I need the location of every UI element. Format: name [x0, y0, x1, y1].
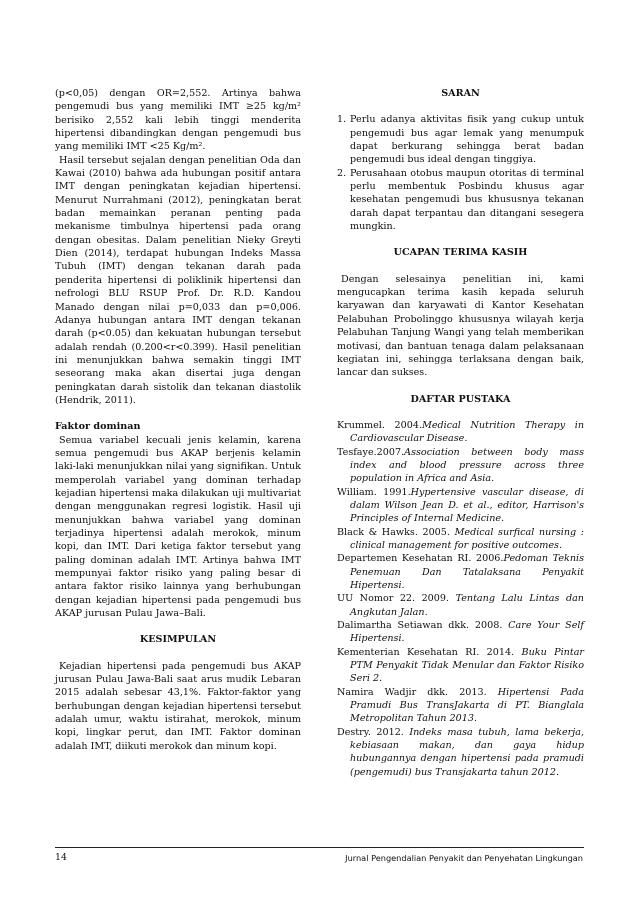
reference-item: UU Nomor 22. 2009. Tentang Lalu Lintas dan Angkutan Jalan.: [337, 593, 584, 618]
saran-item: 2. Perusahaan otobus maupun otoritas di terminal perlu membentuk Posbindu khusus agar kesehatan pengemudi bus khususnya tekanan darah dapat terpantau dan ditangani sesegera mungkin.: [337, 167, 584, 233]
reference-list: [337, 419, 584, 779]
reference-item: Krummel. 2004.Medical Nutrition Therapy in Cardiovascular Disease.: [337, 419, 585, 445]
reference-item: Tesfaye.2007.Association between body mass index and blood pressure across three population in Africa and Asia.: [337, 446, 584, 485]
paragraph-or-result: (p<0,05) dengan OR=2,552. Artinya bahwa pengemudi bus yang memiliki IMT ≥25 kg/m² berisiko 2,552 kali lebih tinggi menderita hipertensi dibandingkan dengan pengemudi bus yang memiliki IMT <25 Kg/m².: [55, 88, 301, 153]
paragraph-kesimpulan: Kejadian hipertensi pada pengemudi bus AKAP jurusan Pulau Jawa-Bali saat arus mudik Lebaran 2015 adalah sebesar 43,1%. Faktor-faktor yang berhubungan dengan kejadian hipertensi tersebut adalah umur, waktu istirahat, merokok, minum kopi, lingkar perut, dan IMT. Faktor dominan adalah IMT, diikuti merokok dan minum kopi.: [55, 660, 301, 752]
reference-item: Departemen Kesehatan RI. 2006.Pedoman Teknis Penemuan Dan Tatalaksana Penyakit Hipertensi.: [337, 553, 584, 591]
page-number: 14: [55, 852, 67, 863]
left-column: [55, 87, 301, 753]
reference-item: Black & Hawks. 2005. Medical surfical nursing : clinical management for positive outcomes.: [337, 526, 584, 551]
footer-divider: [55, 847, 584, 848]
section-title-ucapan: UCAPAN TERIMA KASIH: [393, 247, 528, 259]
right-column: [337, 87, 584, 779]
section-title-faktor-dominan: Faktor dominan: [55, 421, 141, 433]
reference-item: Kementerian Kesehatan RI. 2014. Buku Pintar PTM Penyakit Tidak Menular dan Faktor Risiko Seri 2.: [337, 646, 584, 685]
reference-item: Destry. 2012. Indeks masa tubuh, lama bekerja, kebiasaan makan, dan gaya hidup hubungannya dengan hipertensi pada pramudi (pengemudi) bus Transjakarta tahun 2012.: [337, 726, 584, 778]
paragraph-faktor-dominan: Semua variabel kecuali jenis kelamin, karena semua pengemudi bus AKAP berjenis kelamin laki-laki menunjukkan nilai yang signifikan. Untuk memperolah variabel yang dominan terhadap kejadian hipertensi maka dilakukan uji multivariat dengan menggunakan regresi logistik. Hasil uji menunjukkan bahwa variabel yang dominan terjadinya hipertensi adalah merokok, minum kopi, dan IMT. Dari ketiga faktor tersebut yang paling dominan adalah IMT. Artinya bahwa IMT mempunyai faktor risiko yang paling besar di antara faktor risiko lainnya yang berhubungan dengan kejadian hipertensi pada pengemudi bus AKAP jurusan Pulau Jawa–Bali.: [55, 434, 301, 620]
paragraph-discussion: Hasil tersebut sejalan dengan penelitian Oda dan Kawai (2010) bahwa ada hubungan positif antara IMT dengan peningkatan kejadian hipertensi. Menurut Nurrahmani (2012), peningkatan berat badan memainkan peranan penting pada mekanisme timbulnya hipertensi pada orang dengan obesitas. Dalam penelitian Nieky Greyti Dien (2014), terdapat hubungan Indeks Massa Tubuh (IMT) dengan tekanan darah pada penderita hipertensi di poliklinik hipertensi dan nefrologi BLU RSUP Prof. Dr. R.D. Kandou Manado dengan nilai p=0,033 dan p=0,006. Adanya hubungan antara IMT dengan tekanan darah (p<0.05) dan kekuatan hubungan tersebut adalah rendah (0.200<r<0.399). Hasil penelitian ini menunjukkan bahwa semakin tinggi IMT seseorang maka akan disertai juga dengan peningkatan darah sistolik dan tekanan diastolik (Hendrik, 2011).: [55, 154, 301, 406]
section-title-daftar-pustaka: DAFTAR PUSTAKA: [410, 393, 511, 405]
section-title-kesimpulan: KESIMPULAN: [139, 634, 217, 646]
saran-item: 1. Perlu adanya aktivitas fisik yang cukup untuk pengemudi bus agar lemak yang menumpuk dapat berkurang sehingga berat badan pengemudi bus ideal dengan tinggiya.: [337, 114, 584, 166]
reference-item: Namira Wadjir dkk. 2013. Hipertensi Pada Pramudi Bus TransJakarta di PT. Bianglala Metropolitan Tahun 2013.: [337, 686, 584, 725]
saran-list: [337, 113, 584, 233]
paragraph-ucapan: Dengan selesainya penelitian ini, kami mengucapkan terima kasih kepada seluruh karyawan dan karyawati di Kantor Kesehatan Pelabuhan Probolinggo khususnya wilayah kerja Pelabuhan Tanjung Wangi yang telah memberikan motivasi, dan bantuan tenaga dalam pelaksanaan kegiatan ini, sehingga terlaksana dengan baik, lancar dan sukses.: [337, 273, 584, 379]
section-title-saran: SARAN: [441, 88, 480, 99]
journal-name: Jurnal Pengendalian Penyakit dan Penyehatan Lingkungan: [345, 853, 583, 863]
reference-item: William. 1991.Hypertensive vascular disease, di dalam Wilson Jean D. et al., editor, Harrison's Principles of Internal Medicine.: [337, 486, 584, 525]
reference-item: Dalimartha Setiawan dkk. 2008. Care Your Self Hipertensi.: [337, 620, 584, 645]
